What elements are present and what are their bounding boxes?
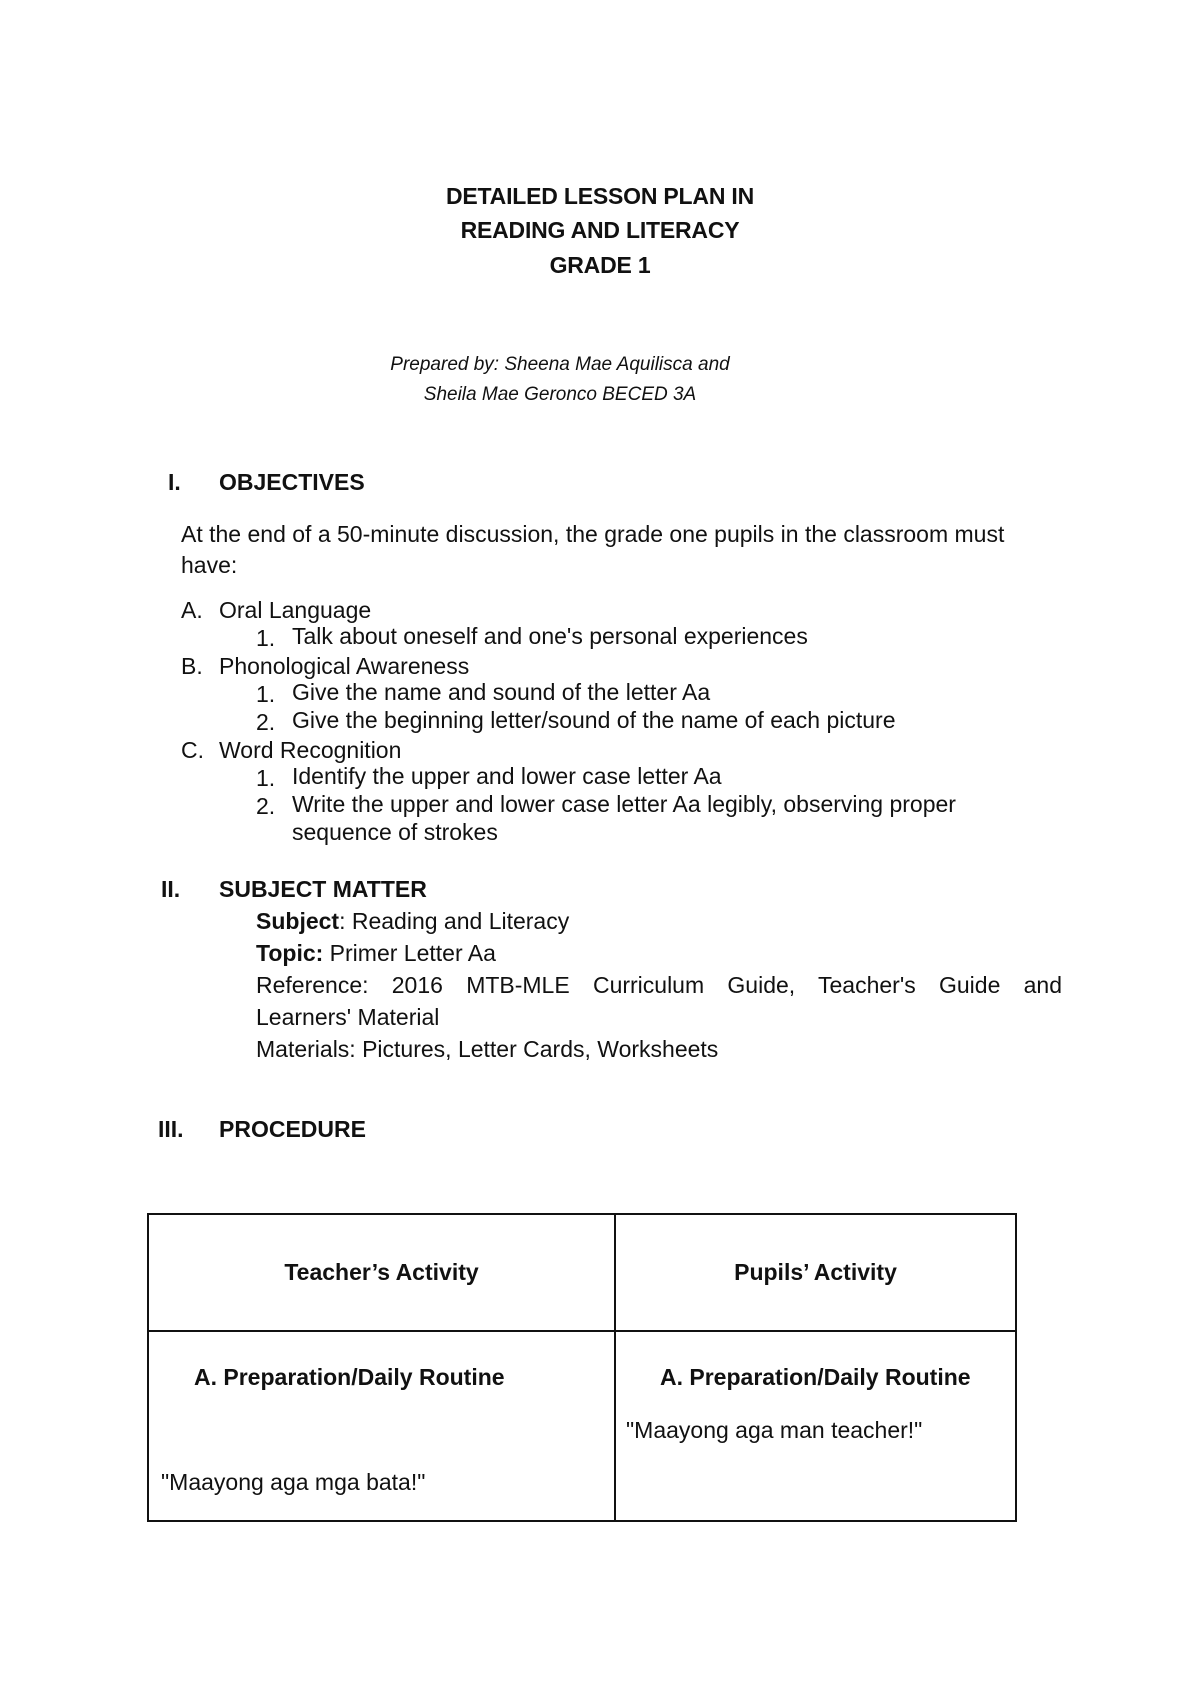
subject-label: Subject (256, 908, 340, 934)
topic-value: Primer Letter Aa (323, 940, 496, 966)
table-row (148, 1331, 1016, 1521)
teacher-section-heading: A. Preparation/Daily Routine (194, 1364, 505, 1390)
subject-value: : Reading and Literacy (339, 908, 570, 934)
pupils-activity-header: Pupils’ Activity (615, 1214, 1016, 1331)
title-line-1: DETAILED LESSON PLAN IN (445, 183, 755, 209)
objective-group-letter: A. (181, 597, 203, 623)
reference-line-2: Learners' Material (256, 1004, 440, 1030)
materials-line: Materials: Pictures, Letter Cards, Worksheets (256, 1036, 719, 1062)
teacher-activity-cell (148, 1331, 615, 1521)
prepared-by-line-1: Prepared by: Sheena Mae Aquilisca and (390, 354, 730, 375)
teacher-activity-header: Teacher’s Activity (148, 1214, 615, 1331)
objective-item-number: 2. (256, 793, 276, 819)
subject-matter-number: II. (161, 876, 181, 902)
objectives-intro: At the end of a 50-minute discussion, the grade one pupils in the classroom must have: (181, 521, 1005, 578)
objective-item-number: 1. (256, 681, 276, 707)
objective-item-text: Give the beginning letter/sound of the name of each picture (292, 707, 896, 733)
objective-item-number: 2. (256, 709, 276, 735)
objective-group-letter: B. (181, 653, 203, 679)
objective-group-letter: C. (181, 737, 204, 763)
subject-matter-heading: SUBJECT MATTER (219, 876, 427, 902)
reference-line-1: Reference: 2016 MTB-MLE Curriculum Guide, Teacher's Guide and (256, 972, 1062, 998)
objective-item-number: 1. (256, 765, 276, 791)
pupils-activity-cell (615, 1331, 1016, 1521)
pupil-section-heading: A. Preparation/Daily Routine (660, 1364, 971, 1390)
objective-item-text: Give the name and sound of the letter Aa (292, 679, 711, 705)
topic-line (256, 937, 1062, 969)
objective-item-text: Write the upper and lower case letter Aa legibly, observing proper sequence of strokes (292, 791, 956, 845)
pupil-greeting: "Maayong aga man teacher!" (626, 1417, 923, 1443)
teacher-greeting: "Maayong aga mga bata!" (161, 1469, 426, 1495)
objectives-heading: OBJECTIVES (219, 469, 365, 495)
objective-item-text: Talk about oneself and one's personal experiences (292, 623, 808, 649)
objective-group-label: Phonological Awareness (219, 653, 470, 679)
procedure-heading: PROCEDURE (219, 1116, 366, 1142)
title-line-3: GRADE 1 (549, 252, 651, 278)
prepared-by-line-2: Sheila Mae Geronco BECED 3A (423, 384, 697, 405)
objective-item-text: Identify the upper and lower case letter Aa (292, 763, 722, 789)
objectives-number: I. (168, 469, 181, 495)
procedure-table (147, 1213, 1017, 1522)
topic-label: Topic: (256, 940, 324, 966)
title-line-2: READING AND LITERACY (460, 217, 740, 243)
objective-group-label: Oral Language (219, 597, 372, 623)
table-header-row (148, 1214, 1016, 1331)
procedure-number: III. (158, 1116, 184, 1142)
subject-line (256, 905, 1062, 937)
objective-group-label: Word Recognition (219, 737, 402, 763)
objective-item-number: 1. (256, 625, 276, 651)
